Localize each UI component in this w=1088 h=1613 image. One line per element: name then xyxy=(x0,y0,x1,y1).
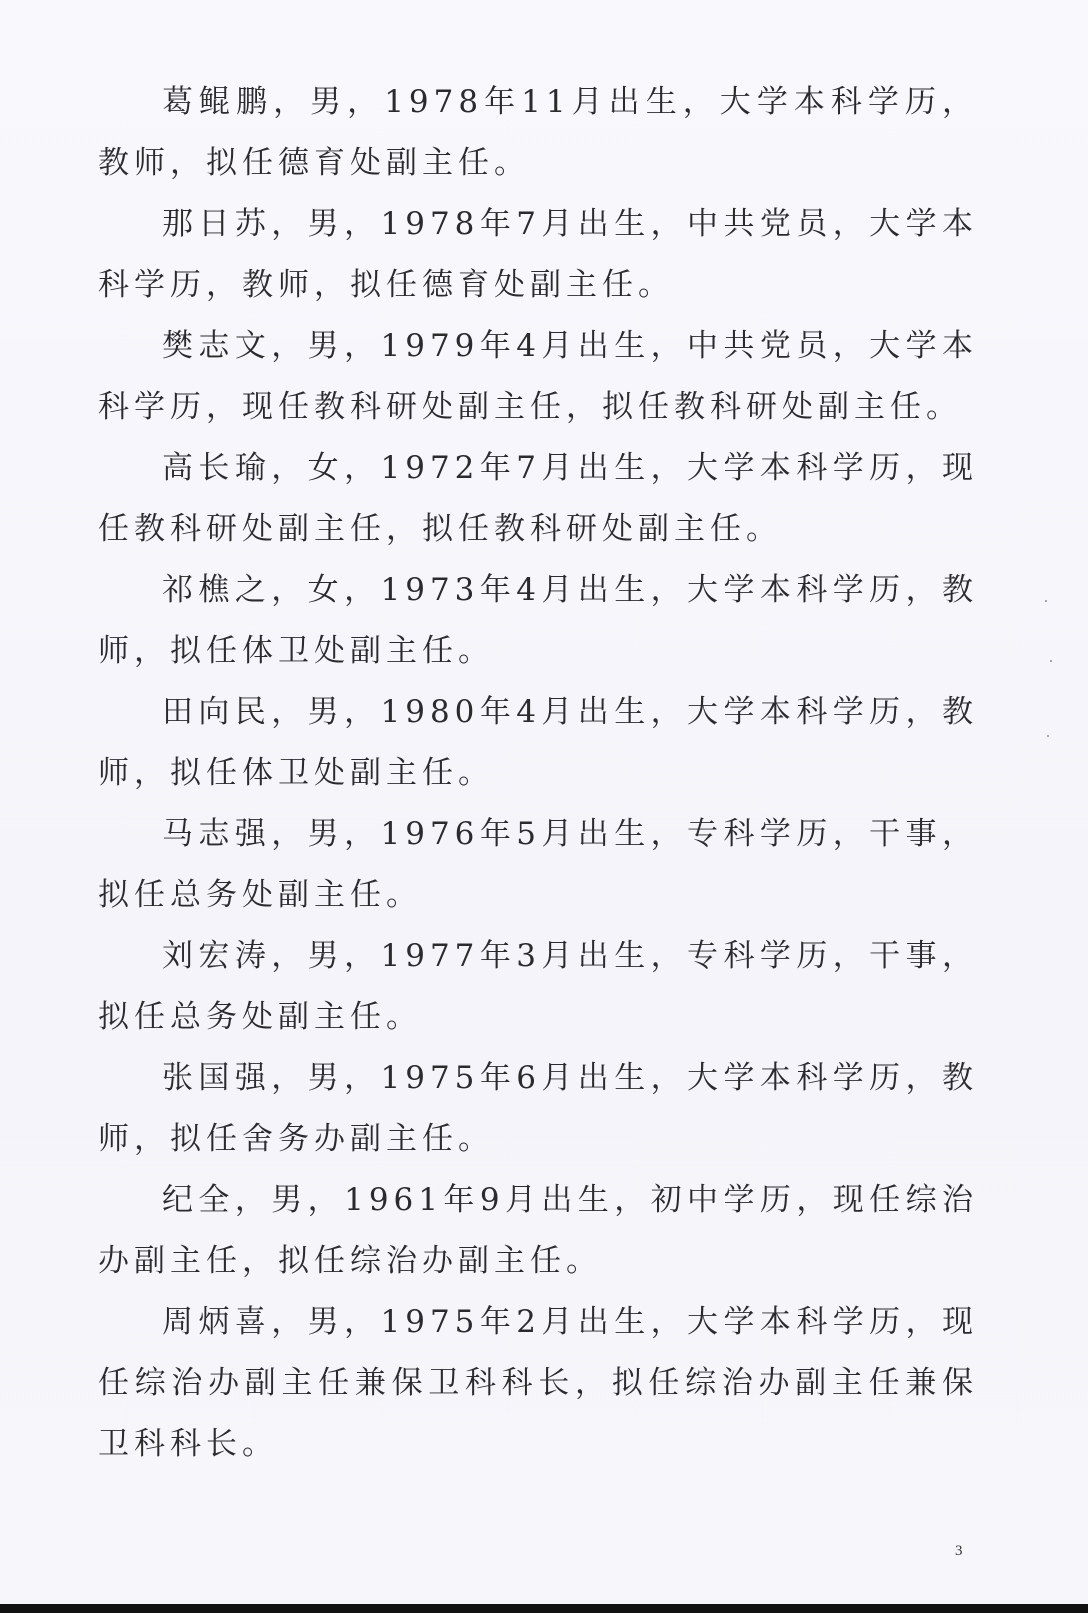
appointment-paragraph-5: 祁樵之，女，1973年4月出生，大学本科学历，教师，拟任体卫处副主任。 xyxy=(98,572,978,669)
scan-border xyxy=(0,1604,1088,1613)
scan-speck xyxy=(1050,660,1052,662)
appointment-paragraph-4: 高长瑜，女，1972年7月出生，大学本科学历，现任教科研处副主任，拟任教科研处副主任。 xyxy=(98,450,978,547)
appointment-paragraph-3: 樊志文，男，1979年4月出生，中共党员，大学本科学历，现任教科研处副主任，拟任教科研处副主任。 xyxy=(98,328,978,425)
appointment-paragraph-8: 刘宏涛，男，1977年3月出生，专科学历，干事，拟任总务处副主任。 xyxy=(98,938,978,1035)
page-number: 3 xyxy=(955,1543,963,1559)
appointment-paragraph-7: 马志强，男，1976年5月出生，专科学历，干事，拟任总务处副主任。 xyxy=(98,816,978,913)
appointment-paragraph-11: 周炳喜，男，1975年2月出生，大学本科学历，现任综治办副主任兼保卫科科长，拟任综治办副主任兼保卫科科长。 xyxy=(98,1304,978,1462)
appointment-paragraph-9: 张国强，男，1975年6月出生，大学本科学历，教师，拟任舍务办副主任。 xyxy=(98,1060,978,1157)
document-body xyxy=(98,72,978,1475)
appointment-paragraph-6: 田向民，男，1980年4月出生，大学本科学历，教师，拟任体卫处副主任。 xyxy=(98,694,978,791)
appointment-paragraph-2: 那日苏，男，1978年7月出生，中共党员，大学本科学历，教师，拟任德育处副主任。 xyxy=(98,206,978,303)
appointment-paragraph-1: 葛鲲鹏，男，1978年11月出生，大学本科学历，教师，拟任德育处副主任。 xyxy=(98,84,978,181)
appointment-paragraph-10: 纪全，男，1961年9月出生，初中学历，现任综治办副主任，拟任综治办副主任。 xyxy=(98,1182,978,1279)
scan-speck xyxy=(1045,600,1047,602)
scan-speck xyxy=(1047,735,1049,737)
